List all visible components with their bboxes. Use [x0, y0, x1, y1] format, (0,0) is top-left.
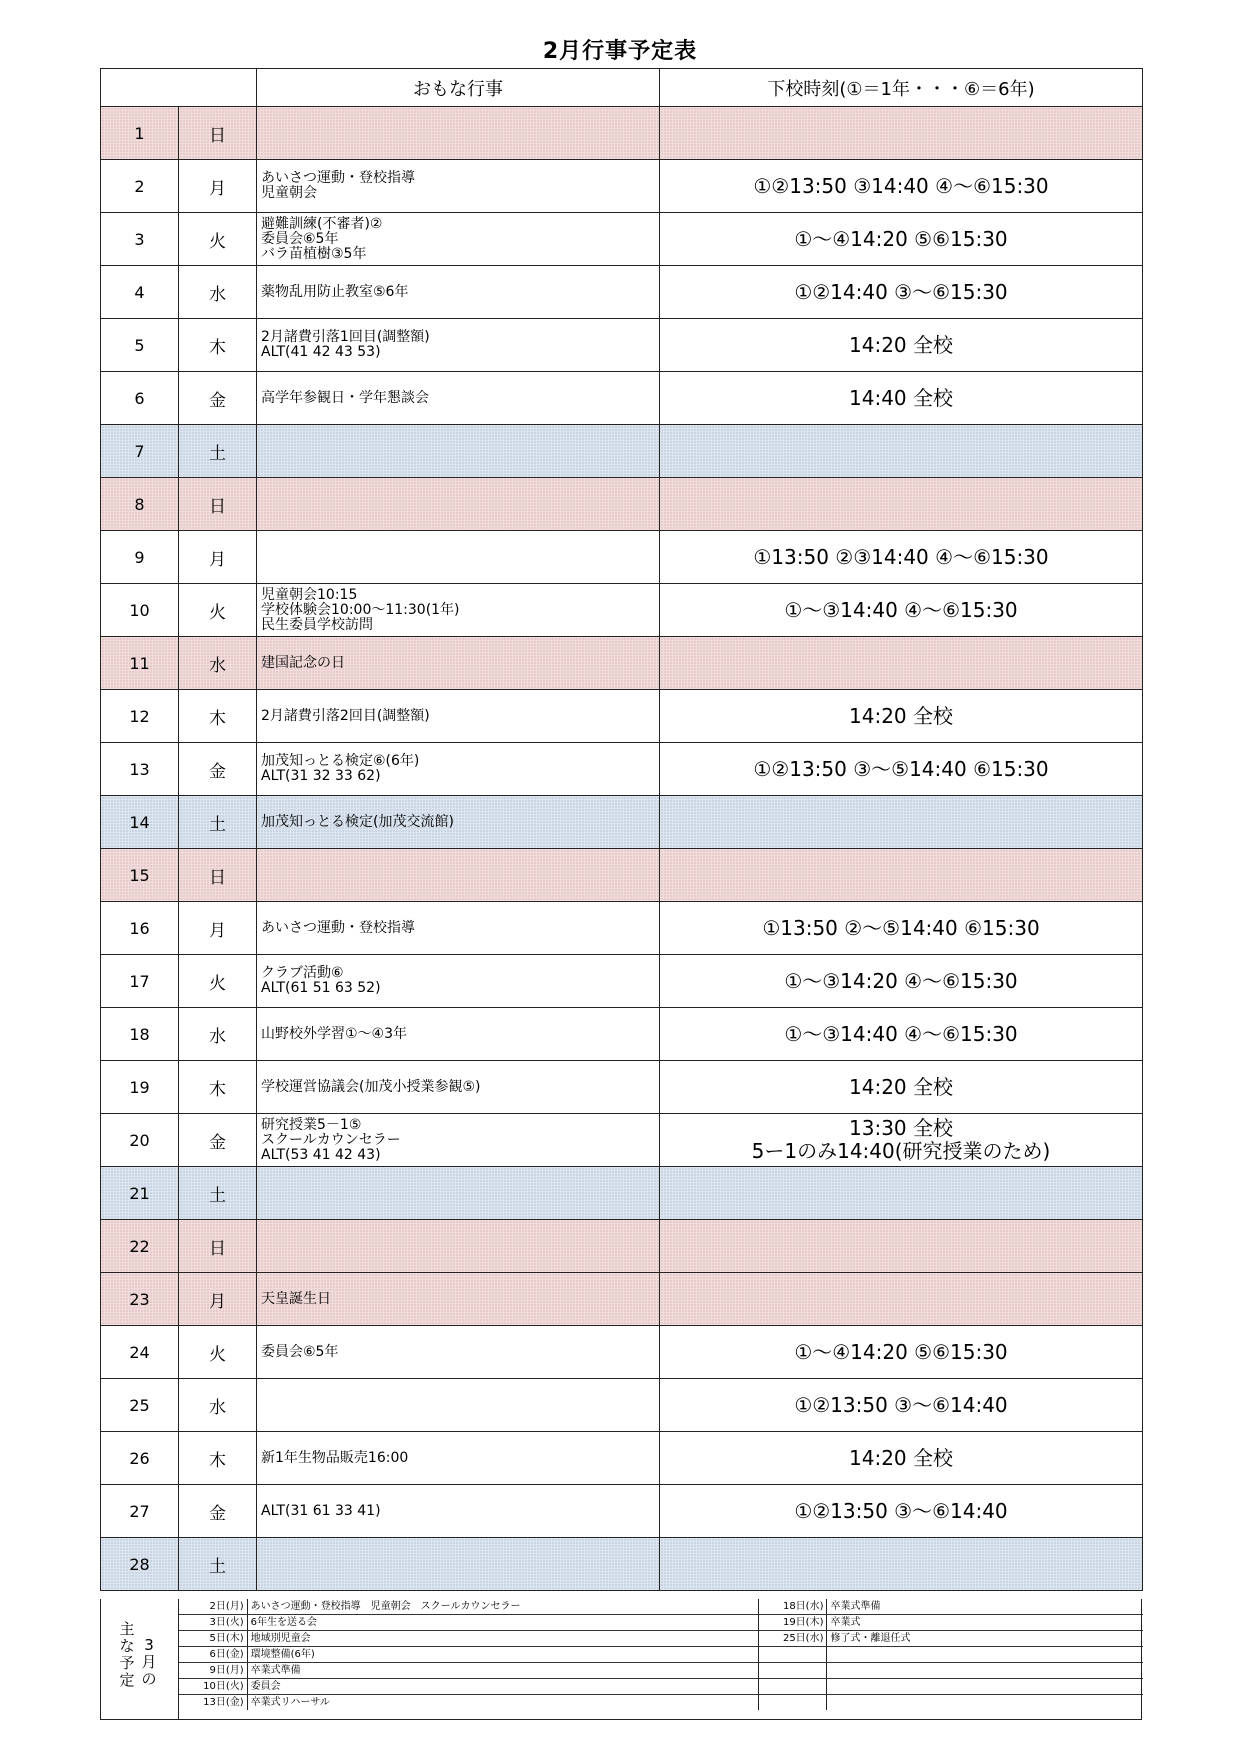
- table-row: [101, 1061, 1143, 1114]
- table-row: [101, 637, 1143, 690]
- header-events: おもな行事: [257, 69, 660, 107]
- day-number: 14: [101, 796, 179, 849]
- march-date: 25日(水): [759, 1631, 827, 1646]
- dismissal-cell: [660, 107, 1143, 160]
- event-cell: [257, 266, 660, 319]
- dismissal-line: ①～③14:40 ④～⑥15:30: [784, 597, 1018, 622]
- march-date: 2日(月): [179, 1599, 248, 1614]
- dismissal-cell: [660, 849, 1143, 902]
- day-number: 3: [101, 213, 179, 266]
- march-item: [179, 1631, 758, 1647]
- table-row: [101, 849, 1143, 902]
- march-list-left: [179, 1599, 758, 1710]
- march-event: 卒業式準備: [830, 1601, 881, 1612]
- day-number: 11: [101, 637, 179, 690]
- day-of-week: 金: [179, 372, 257, 425]
- event-line: 2月諸費引落2回目(調整額): [261, 707, 430, 724]
- event-line: 学校運営協議会(加茂小授業参観⑤): [261, 1078, 481, 1095]
- day-of-week: 土: [179, 1167, 257, 1220]
- day-number: 18: [101, 1008, 179, 1061]
- event-line: ALT(41 42 43 53): [261, 344, 381, 360]
- event-line: 加茂知っとる検定⑥(6年): [261, 753, 420, 769]
- march-date: 5日(木): [179, 1631, 248, 1646]
- march-item: [759, 1615, 1143, 1631]
- dismissal-line: ①～④14:20 ⑤⑥15:30: [794, 1339, 1008, 1364]
- march-event: 委員会: [250, 1681, 281, 1692]
- day-of-week: 日: [179, 478, 257, 531]
- table-row: [101, 107, 1143, 160]
- dismissal-cell: [660, 1008, 1143, 1061]
- day-of-week: 月: [179, 902, 257, 955]
- dismissal-cell: [660, 1220, 1143, 1273]
- day-of-week: 日: [179, 1220, 257, 1273]
- header-date: [101, 69, 257, 107]
- event-cell: [257, 107, 660, 160]
- dismissal-cell: [660, 425, 1143, 478]
- day-of-week: 金: [179, 1114, 257, 1167]
- table-row: [101, 1220, 1143, 1273]
- day-of-week: 水: [179, 637, 257, 690]
- dismissal-line: 14:20 全校: [849, 1074, 953, 1099]
- day-number: 13: [101, 743, 179, 796]
- event-cell: [257, 637, 660, 690]
- day-number: 25: [101, 1379, 179, 1432]
- march-date: 18日(水): [759, 1599, 827, 1614]
- event-cell: [257, 1167, 660, 1220]
- table-row: [101, 1167, 1143, 1220]
- day-number: 10: [101, 584, 179, 637]
- day-of-week: 土: [179, 796, 257, 849]
- march-event: [827, 1679, 1143, 1694]
- label-char: 定: [119, 1671, 135, 1689]
- event-cell: [257, 1114, 660, 1167]
- label-char: 月: [141, 1653, 157, 1671]
- dismissal-line: 14:20 全校: [849, 703, 953, 728]
- dismissal-cell: [660, 160, 1143, 213]
- march-item: [179, 1599, 758, 1615]
- day-number: 24: [101, 1326, 179, 1379]
- event-cell: [257, 1220, 660, 1273]
- day-of-week: 土: [179, 1538, 257, 1591]
- march-item: [179, 1695, 758, 1710]
- march-item: [759, 1679, 1143, 1695]
- event-cell: [257, 1485, 660, 1538]
- march-date: 13日(金): [179, 1695, 248, 1710]
- event-line: バラ苗植樹③5年: [261, 245, 367, 262]
- event-cell: [257, 584, 660, 637]
- table-row: [101, 1114, 1143, 1167]
- dismissal-cell: [660, 1273, 1143, 1326]
- event-line: 2月諸費引落1回目(調整額): [261, 329, 430, 345]
- event-cell: [257, 213, 660, 266]
- table-row: [101, 319, 1143, 372]
- event-line: あいさつ運動・登校指導: [261, 170, 415, 186]
- march-date: [759, 1679, 827, 1694]
- dismissal-cell: [660, 743, 1143, 796]
- day-of-week: 火: [179, 955, 257, 1008]
- march-list-right: [758, 1599, 1143, 1710]
- event-line: 山野校外学習①～④3年: [261, 1025, 408, 1042]
- table-row: [101, 1008, 1143, 1061]
- label-char: 予: [119, 1654, 135, 1672]
- dismissal-line: ①～③14:20 ④～⑥15:30: [784, 968, 1018, 993]
- dismissal-cell: [660, 1167, 1143, 1220]
- page-title: 2月行事予定表: [542, 39, 698, 64]
- event-cell: [257, 1326, 660, 1379]
- dismissal-cell: [660, 796, 1143, 849]
- march-item: [179, 1647, 758, 1663]
- event-line: 高学年参観日・学年懇談会: [261, 389, 429, 406]
- event-line: 建国記念の日: [261, 654, 345, 671]
- day-number: 8: [101, 478, 179, 531]
- event-line: ALT(31 32 33 62): [261, 768, 381, 784]
- day-number: 23: [101, 1273, 179, 1326]
- march-item: [179, 1663, 758, 1679]
- table-row: [101, 690, 1143, 743]
- day-number: 2: [101, 160, 179, 213]
- event-line: 天皇誕生日: [261, 1290, 331, 1307]
- march-event: [827, 1695, 1143, 1710]
- event-cell: [257, 1008, 660, 1061]
- label-char: 3: [144, 1636, 154, 1654]
- march-item: [759, 1695, 1143, 1710]
- event-line: クラブ活動⑥: [261, 965, 344, 981]
- event-line: 委員会⑥5年: [261, 1343, 339, 1360]
- event-cell: [257, 849, 660, 902]
- day-of-week: 水: [179, 266, 257, 319]
- dismissal-line: 5ー1のみ14:40(研究授業のため): [751, 1139, 1051, 1163]
- event-line: 避難訓練(不審者)②: [261, 215, 383, 232]
- march-event: 6年生を送る会: [250, 1617, 318, 1628]
- march-item: [179, 1615, 758, 1631]
- event-cell: [257, 1432, 660, 1485]
- march-date: 9日(月): [179, 1663, 248, 1678]
- dismissal-cell: [660, 213, 1143, 266]
- dismissal-line: ①②13:50 ③～⑥14:40: [794, 1392, 1008, 1417]
- event-cell: [257, 160, 660, 213]
- dismissal-line: 14:40 全校: [849, 385, 953, 410]
- day-of-week: 土: [179, 425, 257, 478]
- day-number: 4: [101, 266, 179, 319]
- march-event: 環境整備(6年): [250, 1649, 315, 1660]
- day-number: 15: [101, 849, 179, 902]
- event-line: 薬物乱用防止教室⑤6年: [261, 283, 409, 300]
- day-of-week: 日: [179, 107, 257, 160]
- dismissal-cell: [660, 1061, 1143, 1114]
- day-of-week: 金: [179, 743, 257, 796]
- day-of-week: 木: [179, 690, 257, 743]
- schedule-body: [101, 107, 1143, 1591]
- event-line: 児童朝会: [261, 185, 317, 201]
- event-cell: [257, 743, 660, 796]
- march-date: [759, 1695, 827, 1710]
- event-cell: [257, 1061, 660, 1114]
- day-of-week: 水: [179, 1379, 257, 1432]
- event-line: スクールカウンセラー: [261, 1131, 401, 1148]
- table-row: [101, 955, 1143, 1008]
- day-of-week: 木: [179, 1061, 257, 1114]
- header-dismissal: 下校時刻(①＝1年・・・⑥＝6年): [660, 69, 1143, 107]
- event-cell: [257, 690, 660, 743]
- march-event: 地域別児童会: [250, 1633, 311, 1644]
- event-line: 新1年生物品販売16:00: [261, 1449, 409, 1466]
- table-row: [101, 1326, 1143, 1379]
- day-number: 27: [101, 1485, 179, 1538]
- dismissal-line: ①13:50 ②～⑤14:40 ⑥15:30: [762, 915, 1040, 940]
- day-number: 21: [101, 1167, 179, 1220]
- march-item: [179, 1679, 758, 1695]
- event-line: 学校体験会10:00～11:30(1年): [261, 601, 460, 618]
- dismissal-cell: [660, 1538, 1143, 1591]
- dismissal-cell: [660, 690, 1143, 743]
- day-of-week: 火: [179, 1326, 257, 1379]
- dismissal-cell: [660, 955, 1143, 1008]
- march-event: 修了式・離退任式: [830, 1633, 911, 1644]
- day-number: 28: [101, 1538, 179, 1591]
- dismissal-cell: [660, 478, 1143, 531]
- dismissal-cell: [660, 1379, 1143, 1432]
- event-cell: [257, 319, 660, 372]
- dismissal-line: 14:20 全校: [849, 332, 953, 357]
- event-line: 委員会⑥5年: [261, 230, 339, 247]
- header-row: [101, 69, 1143, 107]
- table-row: [101, 160, 1143, 213]
- march-event: [827, 1647, 1143, 1662]
- day-number: 19: [101, 1061, 179, 1114]
- dismissal-cell: [660, 1326, 1143, 1379]
- dismissal-cell: [660, 584, 1143, 637]
- event-line: 民生委員学校訪問: [261, 616, 373, 633]
- day-of-week: 木: [179, 319, 257, 372]
- march-date: 3日(火): [179, 1615, 248, 1630]
- day-of-week: 水: [179, 1008, 257, 1061]
- dismissal-line: ①～④14:20 ⑤⑥15:30: [794, 226, 1008, 251]
- march-label-col1: [119, 1621, 135, 1689]
- dismissal-line: ①②13:50 ③14:40 ④～⑥15:30: [753, 173, 1049, 198]
- march-date: [759, 1663, 827, 1678]
- table-row: [101, 1273, 1143, 1326]
- day-number: 7: [101, 425, 179, 478]
- march-item: [759, 1599, 1143, 1615]
- event-line: ALT(61 51 63 52): [261, 980, 381, 996]
- event-cell: [257, 796, 660, 849]
- dismissal-cell: [660, 531, 1143, 584]
- table-row: [101, 531, 1143, 584]
- march-schedule: [100, 1599, 1142, 1720]
- dismissal-line: ①～③14:40 ④～⑥15:30: [784, 1021, 1018, 1046]
- dismissal-line: ①②13:50 ③～⑤14:40 ⑥15:30: [753, 756, 1049, 781]
- day-of-week: 火: [179, 584, 257, 637]
- table-row: [101, 1485, 1143, 1538]
- dismissal-cell: [660, 1114, 1143, 1167]
- event-cell: [257, 478, 660, 531]
- march-item: [759, 1663, 1143, 1679]
- day-number: 9: [101, 531, 179, 584]
- table-row: [101, 902, 1143, 955]
- dismissal-cell: [660, 372, 1143, 425]
- event-cell: [257, 531, 660, 584]
- table-row: [101, 796, 1143, 849]
- day-of-week: 木: [179, 1432, 257, 1485]
- day-of-week: 日: [179, 849, 257, 902]
- event-line: ALT(53 41 42 43): [261, 1146, 381, 1163]
- table-row: [101, 1538, 1143, 1591]
- march-event: 卒業式準備: [250, 1665, 301, 1676]
- dismissal-cell: [660, 1485, 1143, 1538]
- dismissal-line: 14:20 全校: [849, 1445, 953, 1470]
- day-number: 22: [101, 1220, 179, 1273]
- dismissal-cell: [660, 319, 1143, 372]
- dismissal-cell: [660, 1432, 1143, 1485]
- event-line: あいさつ運動・登校指導: [261, 919, 415, 936]
- schedule-table: [100, 68, 1143, 1591]
- table-row: [101, 584, 1143, 637]
- table-row: [101, 1432, 1143, 1485]
- march-item: [759, 1631, 1143, 1647]
- event-cell: [257, 1538, 660, 1591]
- table-row: [101, 213, 1143, 266]
- march-item: [759, 1647, 1143, 1663]
- table-row: [101, 743, 1143, 796]
- table-row: [101, 372, 1143, 425]
- march-event: 卒業式リハーサル: [250, 1697, 330, 1708]
- day-number: 6: [101, 372, 179, 425]
- event-cell: [257, 1379, 660, 1432]
- day-number: 26: [101, 1432, 179, 1485]
- dismissal-line: ①②14:40 ③～⑥15:30: [794, 279, 1008, 304]
- dismissal-cell: [660, 266, 1143, 319]
- march-event: [827, 1663, 1143, 1678]
- event-cell: [257, 372, 660, 425]
- event-cell: [257, 902, 660, 955]
- march-date: [759, 1647, 827, 1662]
- event-line: ALT(31 61 33 41): [261, 1502, 381, 1519]
- day-of-week: 月: [179, 160, 257, 213]
- day-number: 1: [101, 107, 179, 160]
- march-label-col2: [141, 1637, 157, 1688]
- table-row: [101, 1379, 1143, 1432]
- event-cell: [257, 425, 660, 478]
- day-number: 5: [101, 319, 179, 372]
- march-date: 19日(木): [759, 1615, 827, 1630]
- table-row: [101, 478, 1143, 531]
- dismissal-cell: [660, 637, 1143, 690]
- dismissal-line: 13:30 全校: [849, 1116, 953, 1140]
- day-of-week: 月: [179, 1273, 257, 1326]
- day-number: 17: [101, 955, 179, 1008]
- march-date: 6日(金): [179, 1647, 248, 1662]
- table-row: [101, 425, 1143, 478]
- day-number: 12: [101, 690, 179, 743]
- dismissal-cell: [660, 902, 1143, 955]
- march-date: 10日(火): [179, 1679, 248, 1694]
- event-cell: [257, 955, 660, 1008]
- event-line: 児童朝会10:15: [261, 586, 358, 603]
- dismissal-line: ①②13:50 ③～⑥14:40: [794, 1498, 1008, 1523]
- day-number: 20: [101, 1114, 179, 1167]
- table-row: [101, 266, 1143, 319]
- day-number: 16: [101, 902, 179, 955]
- dismissal-line: ①13:50 ②③14:40 ④～⑥15:30: [753, 544, 1049, 569]
- march-event: 卒業式: [830, 1617, 861, 1628]
- event-line: 加茂知っとる検定(加茂交流館): [261, 813, 454, 830]
- day-of-week: 月: [179, 531, 257, 584]
- march-label: [101, 1599, 179, 1719]
- event-line: 研究授業5－1⑤: [261, 1116, 362, 1133]
- label-char: な: [119, 1637, 135, 1655]
- day-of-week: 金: [179, 1485, 257, 1538]
- day-of-week: 火: [179, 213, 257, 266]
- label-char: 主: [119, 1620, 135, 1638]
- march-event: あいさつ運動・登校指導 児童朝会 スクールカウンセラー: [250, 1601, 521, 1612]
- event-cell: [257, 1273, 660, 1326]
- label-char: の: [141, 1670, 157, 1688]
